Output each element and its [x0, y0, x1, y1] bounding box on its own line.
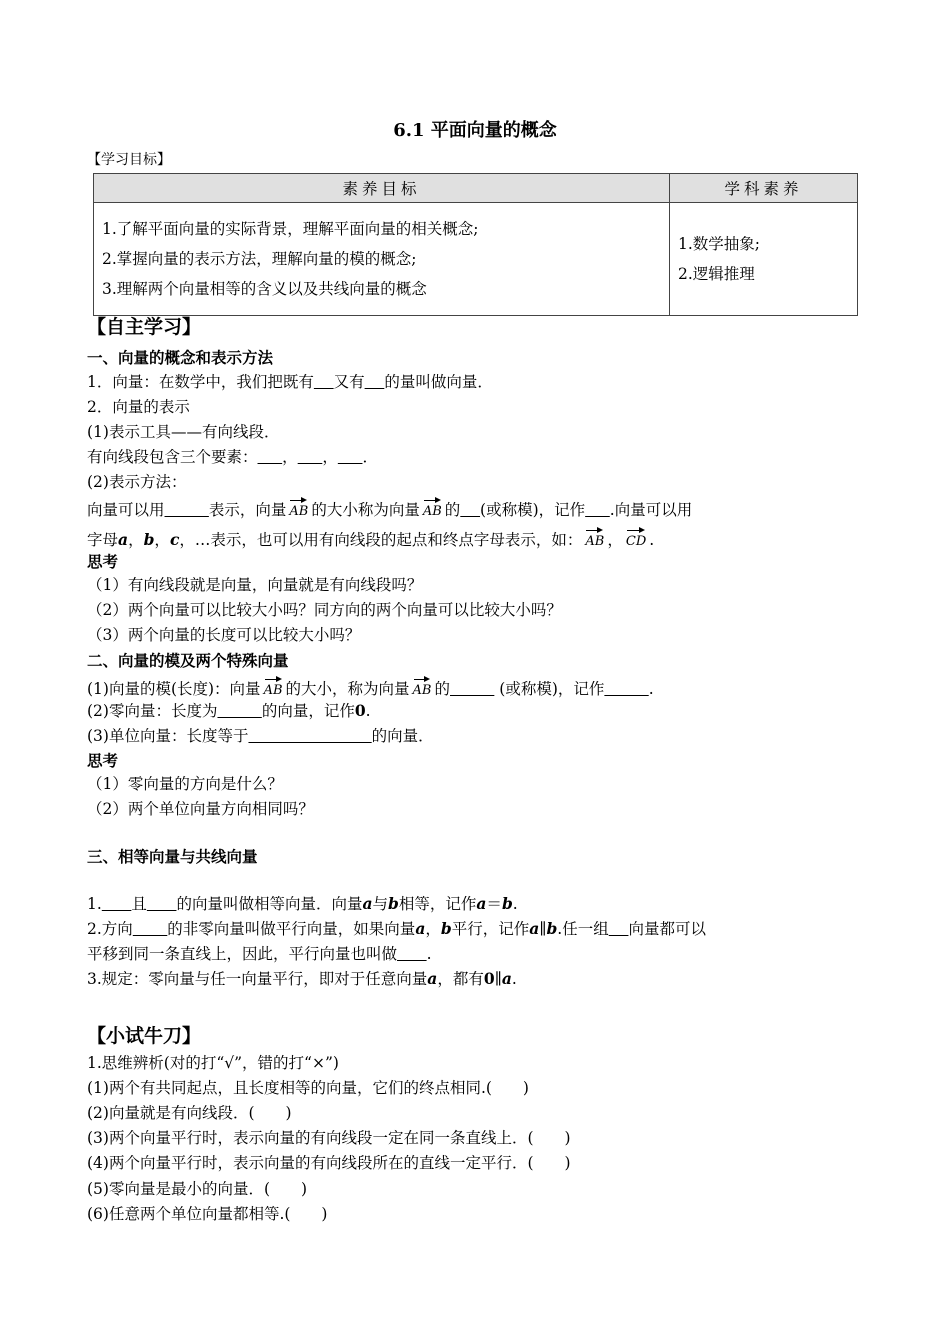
s3-line-4: 3.规定：零向量与任一向量平行，即对于任意向量a，都有0∥a. [87, 969, 517, 988]
s1-question-2: （2）两个向量可以比较大小吗？同方向的两个向量可以比较大小吗？ [87, 601, 562, 619]
vector-ab: AB [264, 674, 283, 702]
s1-line-6: 向量可以用 表示，向量 AB 的大小称为向量 AB 的 (或称模)，记作 .向量可以用 [87, 495, 692, 523]
trial-item-2: (2)向量就是有向线段．( ) [87, 1104, 292, 1122]
trial-item-3: (3)两个向量平行时，表示向量的有向线段一定在同一条直线上．( ) [87, 1129, 571, 1147]
goals-table [93, 173, 858, 316]
s2-question-2: （2）两个单位向量方向相同吗？ [87, 800, 314, 818]
s3-line-1: 1. 且 的向量叫做相等向量．向量a与b相等，记作a＝b. [87, 894, 518, 913]
literacy-item: 1.数学抽象; [678, 235, 761, 253]
s1-think-label: 思考 [87, 552, 119, 571]
goals-label: 【学习目标】 [87, 152, 171, 168]
s1-line-5: (2)表示方法： [87, 473, 187, 491]
s3-line-2: 2.方向 的非零向量叫做平行向量，如果向量a，b平行，记作a∥b.任一组 向量都可以 [87, 919, 706, 938]
s1-line-2: 2．向量的表示 [87, 398, 190, 416]
s2-line-1: (1)向量的模(长度)：向量 AB 的大小，称为向量 AB 的 (或称模)，记作 . [87, 674, 654, 702]
trial-item-6: (6)任意两个单位向量都相等.( ) [87, 1205, 328, 1223]
s2-think-label: 思考 [87, 751, 119, 770]
page-title: 6.1 平面向量的概念 [393, 120, 557, 141]
vector-ab: AB [289, 495, 308, 523]
s2-line-3: (3)单位向量：长度等于 的向量． [87, 727, 434, 745]
trial-item-5: (5)零向量是最小的向量．( ) [87, 1180, 308, 1198]
s1-line-3: (1)表示工具——有向线段． [87, 423, 280, 441]
table-head-left: 素养目标 [94, 174, 670, 203]
vector-ab: AB [423, 495, 442, 523]
s1-line-1: 1．向量：在数学中，我们把既有 又有 的量叫做向量． [87, 373, 493, 391]
trial-heading: 【小试牛刀】 [87, 1025, 202, 1047]
section1-heading: 一、向量的概念和表示方法 [87, 348, 274, 367]
trial-intro: 1.思维辨析(对的打“√”，错的打“×”) [87, 1054, 339, 1072]
goal-item: 1.了解平面向量的实际背景，理解平面向量的相关概念; [102, 220, 479, 238]
table-literacy-cell [670, 203, 858, 316]
goal-item: 2.掌握向量的表示方法，理解向量的模的概念; [102, 250, 417, 268]
s2-line-2: (2)零向量：长度为 的向量，记作0. [87, 701, 371, 720]
s3-line-3: 平移到同一条直线上，因此，平行向量也叫做 . [87, 945, 432, 963]
s1-question-3: （3）两个向量的长度可以比较大小吗？ [87, 626, 361, 644]
vector-ab: AB [585, 525, 604, 553]
section3-heading: 三、相等向量与共线向量 [87, 847, 258, 866]
s1-question-1: （1）有向线段就是向量，向量就是有向线段吗？ [87, 576, 423, 594]
goal-item: 3.理解两个向量相等的含义以及共线向量的概念 [102, 280, 427, 298]
section2-heading: 二、向量的模及两个特殊向量 [87, 651, 289, 670]
s2-question-1: （1）零向量的方向是什么？ [87, 775, 283, 793]
s1-line-7: 字母a，b，c，…表示，也可以用有向线段的起点和终点字母表示，如： AB ， CD . [87, 525, 654, 553]
vector-ab: AB [413, 674, 432, 702]
vector-cd: CD [626, 525, 646, 553]
trial-item-1: (1)两个有共同起点，且长度相等的向量，它们的终点相同.( ) [87, 1079, 529, 1097]
s1-line-4: 有向线段包含三个要素： ， ， ． [87, 448, 378, 466]
trial-item-4: (4)两个向量平行时，表示向量的有向线段所在的直线一定平行．( ) [87, 1154, 571, 1172]
literacy-item: 2.逻辑推理 [678, 265, 755, 283]
self-study-heading: 【自主学习】 [87, 316, 202, 338]
table-head-right: 学科素养 [670, 174, 858, 203]
table-goals-cell [94, 203, 670, 316]
